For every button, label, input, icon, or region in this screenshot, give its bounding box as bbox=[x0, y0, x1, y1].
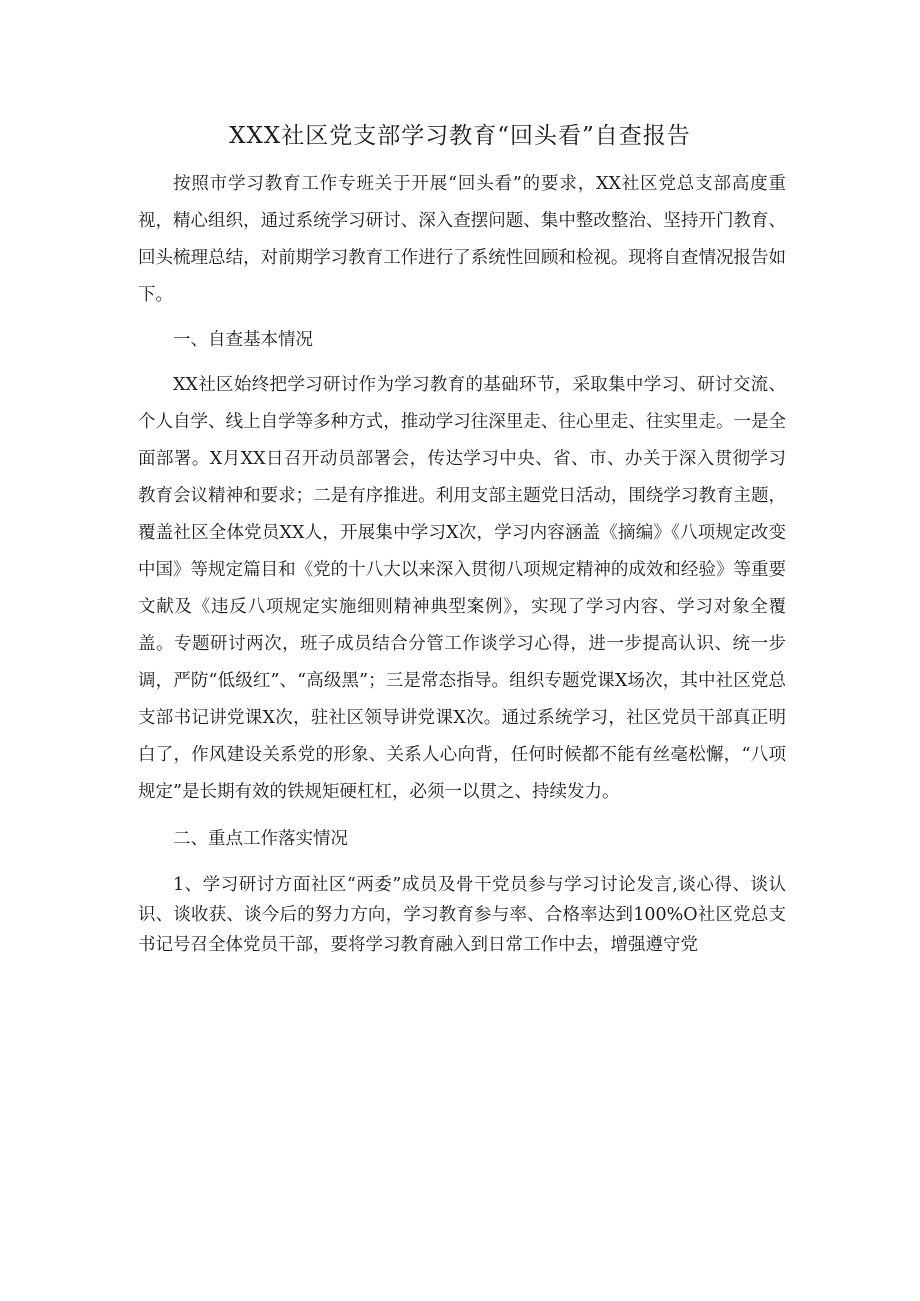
document-body bbox=[138, 166, 786, 960]
section-2-item-1: 1、学习研讨方面社区“两委”成员及骨干党员参与学习讨论发言,谈心得、谈认识、谈收获、谈今后的努力方向，学习教育参与率、合格率达到100%O社区党总支书记号召全体党员干部，要将学习教育融入到日常工作中去，增强遵守党 bbox=[138, 875, 786, 955]
intro-paragraph: 按照市学习教育工作专班关于开展“回头看”的要求，XX社区党总支部高度重视，精心组织，通过系统学习研讨、深入查摆问题、集中整改整治、坚持开门教育、回头梳理总结，对前期学习教育工作进行了系统性回顾和检视。现将自查情况报告如下。 bbox=[138, 174, 786, 305]
section-1-heading: 一、自查基本情况 bbox=[173, 330, 313, 350]
section-2-heading: 二、重点工作落实情况 bbox=[173, 829, 348, 849]
document-title: XXX社区党支部学习教育“回头看”自查报告 bbox=[229, 123, 691, 149]
section-1-paragraph: XX社区始终把学习研讨作为学习教育的基础环节，采取集中学习、研讨交流、个人自学、线上自学等多种方式，推动学习往深里走、往心里走、往实里走。一是全面部署。X月XX日召开动员部署会，传达学习中央、省、市、办关于深入贯彻学习教育会议精神和要求；二是有序推进。利用支部主题党日活动，围绕学习教育主题，覆盖社区全体党员XX人，开展集中学习X次，学习内容涵盖《摘编》《八项规定改变中国》等规定篇目和《党的十八大以来深入贯彻八项规定精神的成效和经验》等重要文献及《违反八项规定实施细则精神典型案例》，实现了学习内容、学习对象全覆盖。专题研讨两次，班子成员结合分管工作谈学习心得，进一步提高认识、统一步调，严防“低级红”、“高级黑”；三是常态指导。组织专题党课X场次，其中社区党总支部书记讲党课X次，驻社区领导讲党课X次。通过系统学习，社区党员干部真正明白了，作风建设关系党的形象、关系人心向背，任何时候都不能有丝毫松懈，“八项规定”是长期有效的铁规矩硬杠杠，必须一以贯之、持续发力。 bbox=[138, 375, 786, 802]
